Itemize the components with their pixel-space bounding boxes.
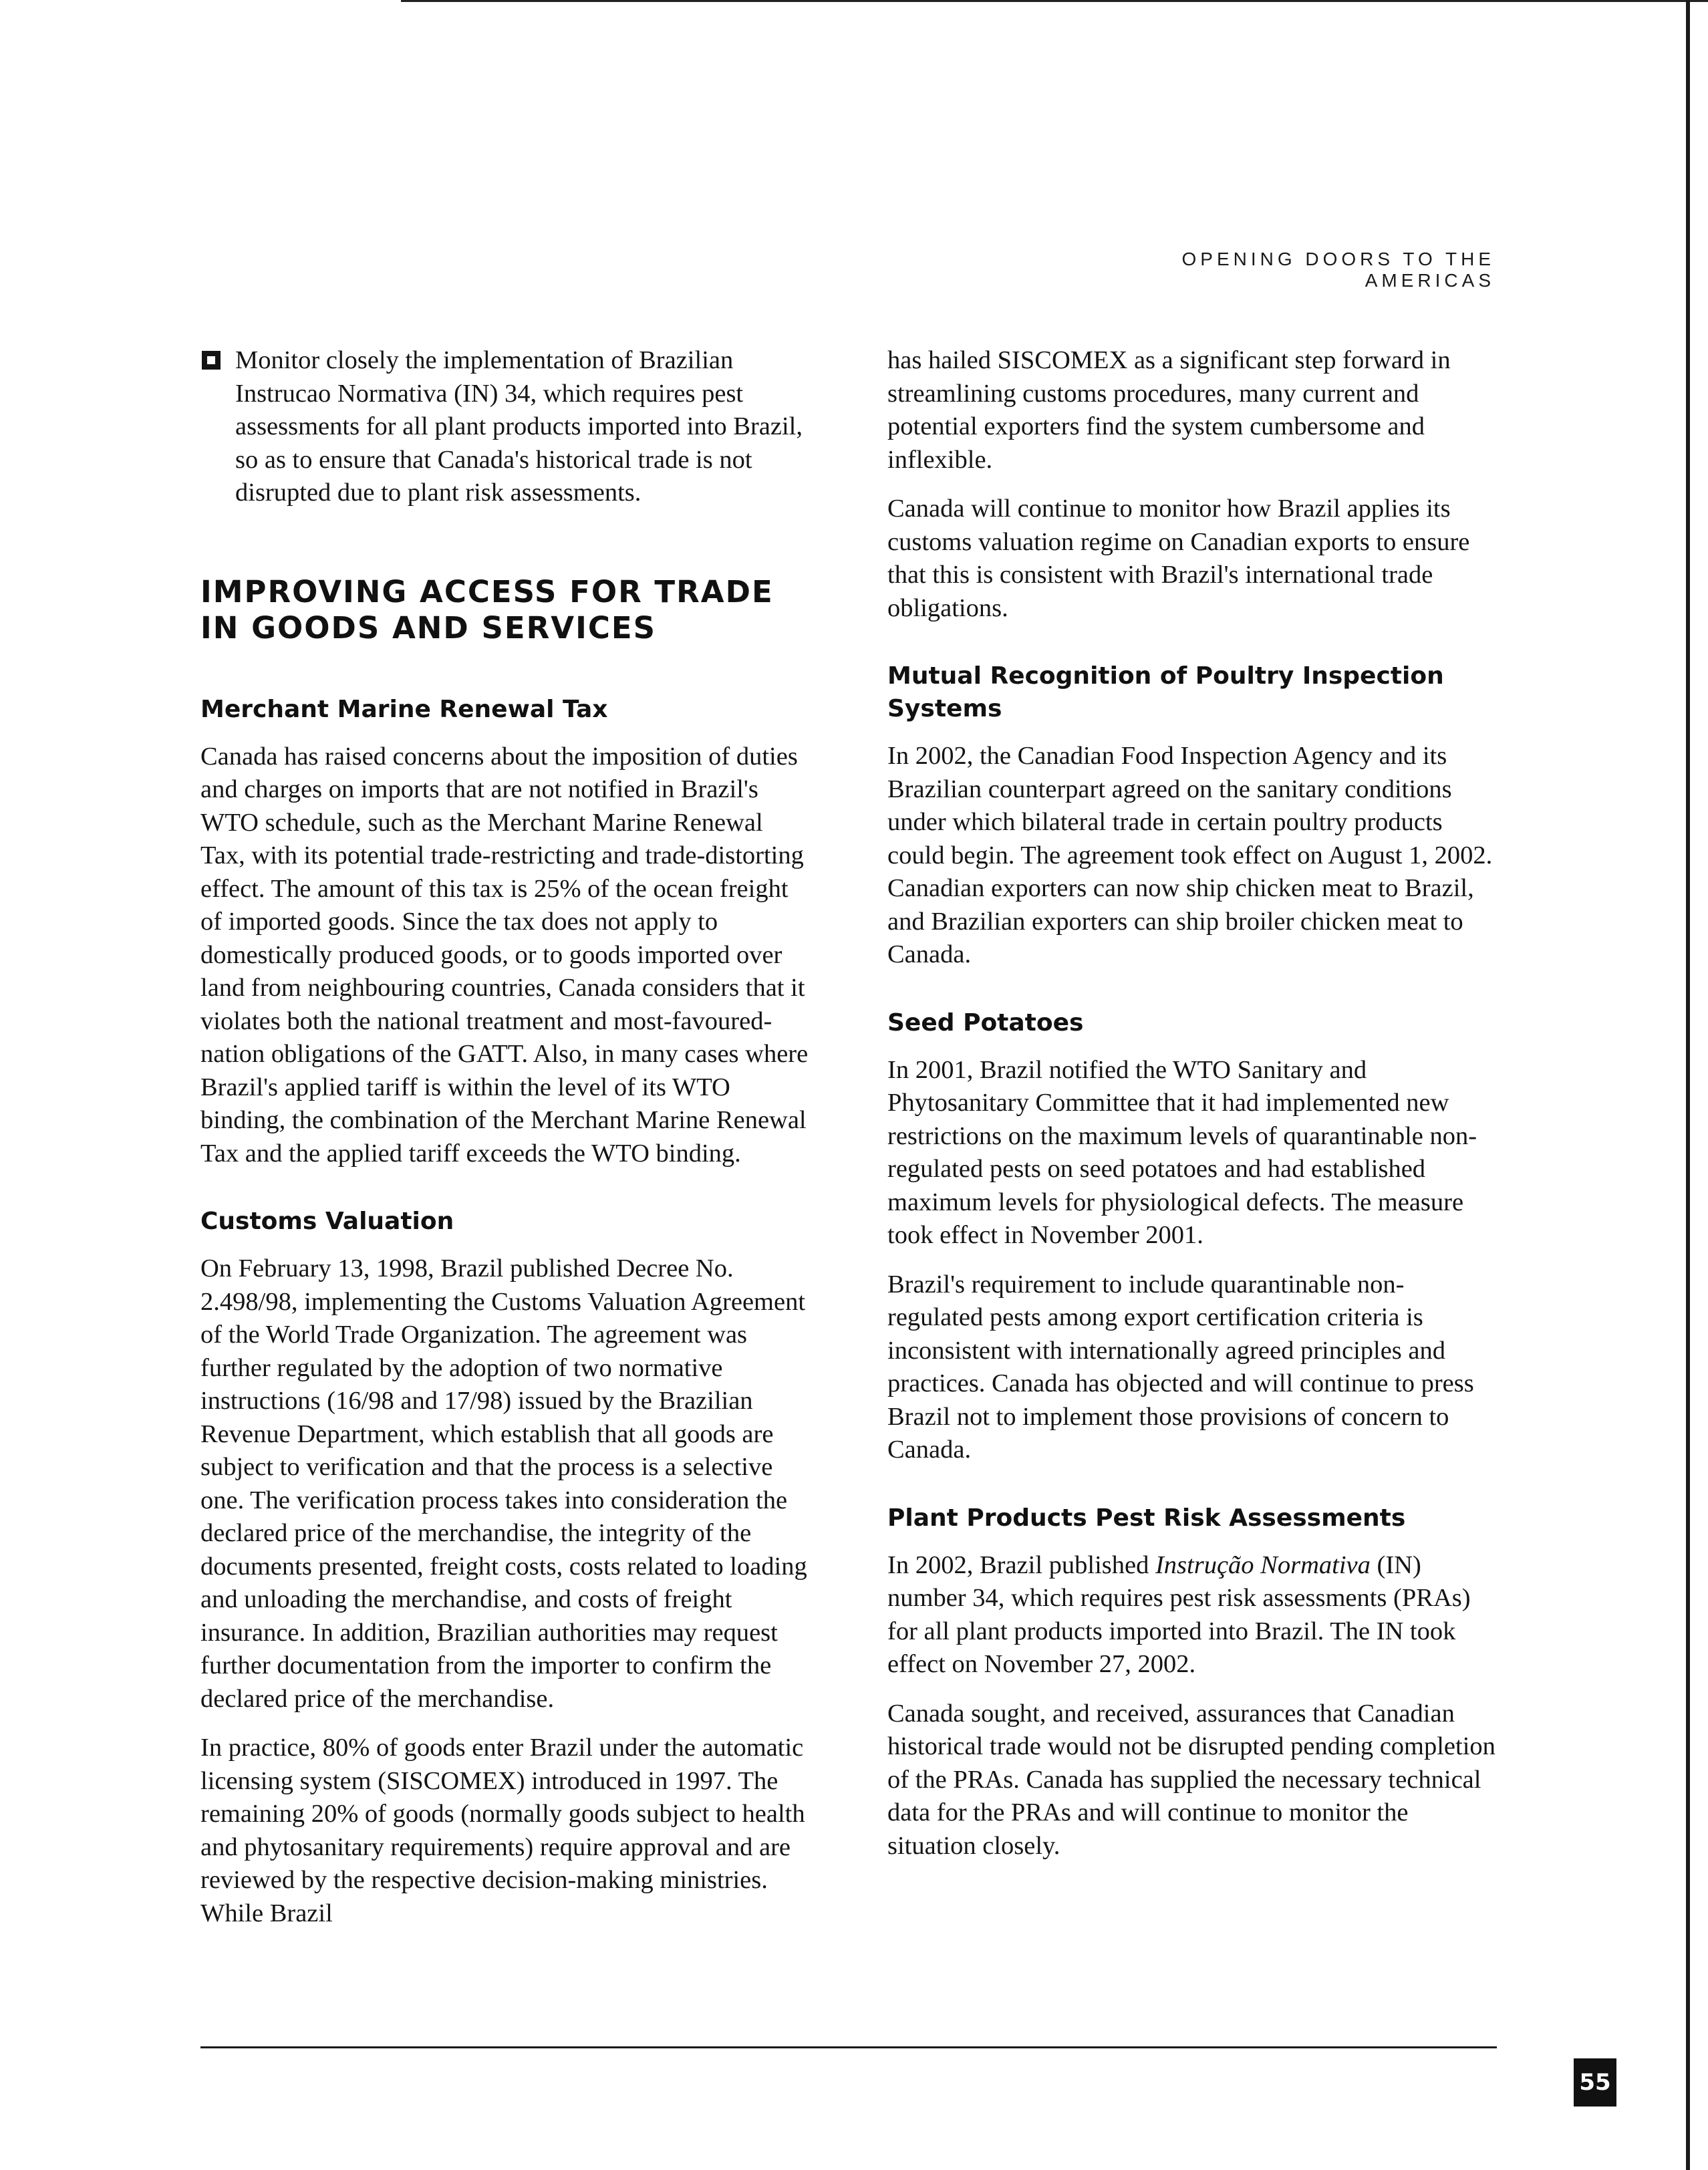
merchant-marine-paragraph: Canada has raised concerns about the imposition of duties and charges on imports that are not notified in Brazil's WTO schedule, such as the Merchant Marine Renewal Tax, with its potential trade-restricting and trade-distorting effect. The amount of this tax is 25% of the ocean freight of imported goods. Since the tax does not apply to domestically produced goods, or to goods imported over land from neighbouring countries, Canada considers that it violates both the national treatment and most-favoured-nation obligations of the GATT. Also, in many cases where Brazil's applied tariff is within the level of its WTO binding, the combination of the Merchant Marine Renewal Tax and the applied tariff exceeds the WTO binding. xyxy=(200,742,809,1168)
plant-pra-italic-title: Instrução Normativa xyxy=(1155,1550,1371,1579)
plant-pra-paragraph-1 xyxy=(887,1549,1496,1681)
plant-pra-heading: Plant Products Pest Risk Assessments xyxy=(887,1504,1406,1532)
poultry-heading: Mutual Recognition of Poultry Inspection Systems xyxy=(887,662,1444,722)
seed-potatoes-paragraph-1: In 2001, Brazil notified the WTO Sanitary and Phytosanitary Committee that it had implemented new restrictions on the maximum levels of quarantinable non-regulated pests on seed potatoes and had established maximum levels for physiological defects. The measure took effect in November 2001. xyxy=(887,1055,1477,1249)
customs-continued-paragraph-1: has hailed SISCOMEX as a significant step forward in streamlining customs procedures, many current and potential exporters find the system cumbersome and inflexible. xyxy=(887,346,1451,474)
customs-valuation-paragraph-1: On February 13, 1998, Brazil published Decree No. 2.498/98, implementing the Customs Valuation Agreement of the World Trade Organization. The agreement was further regulated by the adoption of two normative instructions (16/98 and 17/98) issued by the Brazilian Revenue Department, which establish that all goods are subject to verification and that the process is a selective one. The verification process takes into consideration the declared price of the merchandise, the integrity of the documents presented, freight costs, costs related to loading and unloading the merchandise, and costs of freight insurance. In addition, Brazilian authorities may request further documentation from the importer to confirm the declared price of the merchandise. xyxy=(200,1254,807,1713)
recommendation-bullet xyxy=(200,344,809,510)
customs-continued-paragraph-2: Canada will continue to monitor how Brazil applies its customs valuation regime on Canadian exports to ensure that this is consistent with Brazil's international trade obligations. xyxy=(887,495,1470,622)
bullet-text: Monitor closely the implementation of Brazilian Instrucao Normativa (IN) 34, which requires pest assessments for all plant products imported into Brazil, so as to ensure that Canada's historical trade is not disrupted due to plant risk assessments. xyxy=(235,346,803,507)
right-column xyxy=(887,344,1496,1879)
square-bullet-icon xyxy=(202,351,221,370)
poultry-paragraph: In 2002, the Canadian Food Inspection Agency and its Brazilian counterpart agreed on the sanitary conditions under which bilateral trade in certain poultry products could begin. The agreement took effect on August 1, 2002. Canadian exporters can now ship chicken meat to Brazil, and Brazilian exporters can ship broiler chicken meat to Canada. xyxy=(887,742,1493,968)
page-edge-shadow xyxy=(1686,0,1690,2170)
running-header: OPENING DOORS TO THE AMERICAS xyxy=(1181,249,1495,291)
merchant-marine-heading: Merchant Marine Renewal Tax xyxy=(200,695,608,723)
page-number-badge: 55 xyxy=(1574,2058,1616,2107)
section-heading: IMPROVING ACCESS FOR TRADE IN GOODS AND SERVICES xyxy=(200,573,774,646)
plant-pra-text-b: (IN) number 34, which requires pest risk assessments (PRAs) for all plant products imported into Brazil. The IN took effect on November 27, 2002. xyxy=(887,1550,1471,1678)
plant-pra-paragraph-2: Canada sought, and received, assurances that Canadian historical trade would not be disrupted pending completion of the PRAs. Canada has supplied the necessary technical data for the PRAs and will continue to monitor the situation closely. xyxy=(887,1699,1496,1860)
customs-valuation-paragraph-2: In practice, 80% of goods enter Brazil under the automatic licensing system (SISCOMEX) introduced in 1997. The remaining 20% of goods (normally goods subject to health and phytosanitary requirements) require approval and are reviewed by the respective decision-making ministries. While Brazil xyxy=(200,1734,805,1927)
seed-potatoes-heading: Seed Potatoes xyxy=(887,1008,1084,1037)
plant-pra-text-a: In 2002, Brazil published xyxy=(887,1550,1155,1579)
footer-rule xyxy=(200,2046,1497,2048)
customs-valuation-heading: Customs Valuation xyxy=(200,1208,454,1235)
top-edge-rule xyxy=(401,0,1708,2)
seed-potatoes-paragraph-2: Brazil's requirement to include quarantinable non-regulated pests among export certification criteria is inconsistent with internationally agreed principles and practices. Canada has objected and will continue to press Brazil not to implement those provisions of concern to Canada. xyxy=(887,1270,1474,1464)
left-column xyxy=(200,344,809,1946)
